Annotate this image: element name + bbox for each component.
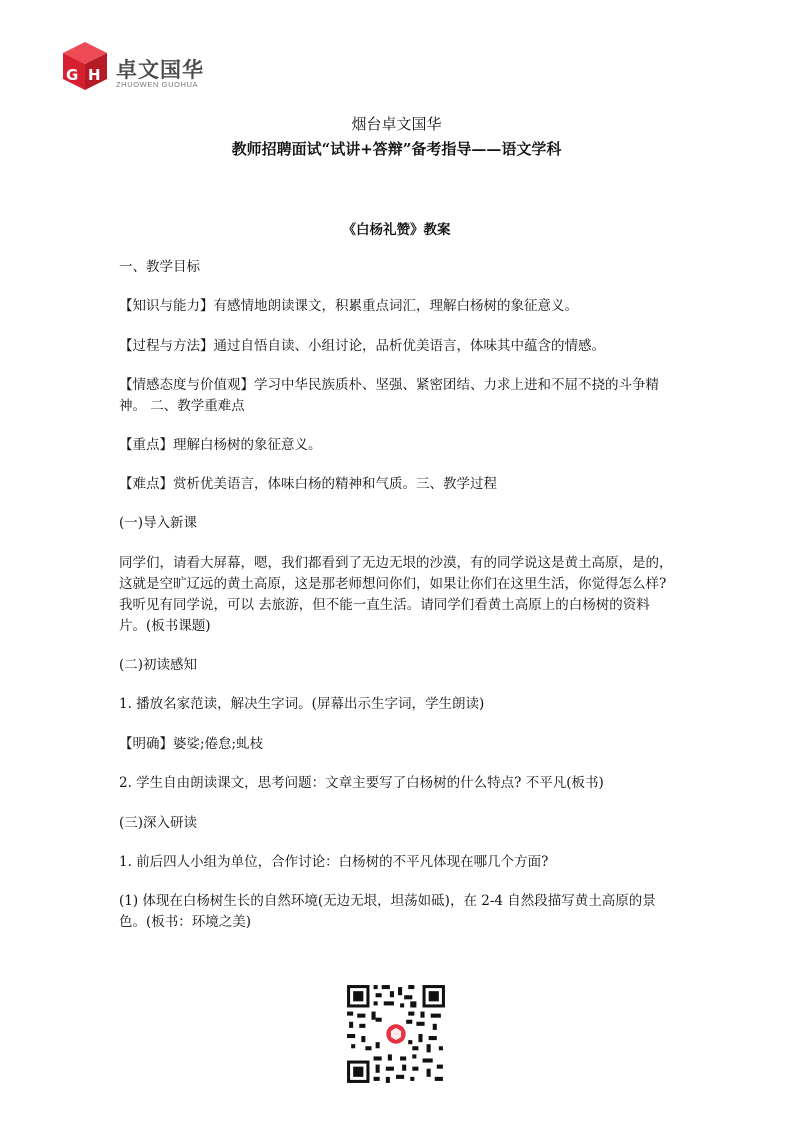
paragraph-intro: 同学们，请看大屏幕，嗯，我们都看到了无边无垠的沙漠，有的同学说这是黄土高原，是的，这就是空旷辽远的黄土高原，这是那老师想问你们，如果让你们在这里生活，你觉得怎么样?我听见有同学说，可以 去旅游，但不能一直生活。请同学们看黄土高原上的白杨树的资料片。(板书课题) — [119, 555, 673, 634]
paragraph-label: 【重点】 — [119, 437, 173, 453]
company-logo — [60, 40, 210, 100]
section-heading: (二)初读感知 — [119, 657, 198, 673]
paragraph-emotion: 【情感态度与价值观】学习中华民族质朴、坚强、紧密团结、力求上进和不屈不挠的斗争精神。 二、教学重难点 — [119, 377, 659, 414]
svg-text:H: H — [88, 66, 101, 84]
paragraph-process: 【过程与方法】通过自悟自读、小组讨论，品析优美语言，体味其中蕴含的情感。 — [119, 338, 605, 354]
svg-text:G: G — [66, 66, 79, 84]
paragraph-step: (1) 体现在白杨树生长的自然环境(无边无垠，坦荡如砥)，在 2-4 自然段描写黄土高原的景色。(板书：环境之美) — [119, 893, 656, 930]
header-title: 教师招聘面试“试讲+答辩”备考指导——语文学科 — [231, 140, 562, 158]
paragraph-label: 【难点】 — [119, 476, 173, 492]
section-heading: (三)深入研读 — [119, 815, 198, 831]
header-org: 烟台卓文国华 — [351, 115, 442, 133]
section-heading: 一、教学目标 — [119, 259, 200, 275]
logo-name: 卓文国华 — [116, 58, 204, 82]
paragraph-clarify: 【明确】婆娑;倦怠;虬枝 — [119, 736, 264, 752]
document-title: 《白杨礼赞》教案 — [342, 222, 451, 238]
logo-subtitle: ZHUOWEN GUOHUA — [116, 80, 199, 89]
paragraph-label: 【明确】 — [119, 736, 173, 752]
paragraph-difficulty: 【难点】赏析优美语言，体味白杨的精神和气质。三、教学过程 — [119, 476, 497, 492]
paragraph-key-point: 【重点】理解白杨树的象征意义。 — [119, 437, 322, 453]
section-heading: (一)导入新课 — [119, 515, 198, 531]
paragraph-label: 【知识与能力】 — [119, 298, 214, 314]
paragraph-step: 1. 播放名家范读，解决生字词。(屏幕出示生字词，学生朗读) — [119, 696, 485, 712]
paragraph-step: 2. 学生自由朗读课文，思考问题：文章主要写了白杨树的什么特点? 不平凡(板书) — [119, 775, 604, 791]
paragraph-knowledge: 【知识与能力】有感情地朗读课文，积累重点词汇，理解白杨树的象征意义。 — [119, 298, 578, 314]
logo-cube-icon — [60, 40, 110, 92]
paragraph-step: 1. 前后四人小组为单位，合作讨论：白杨树的不平凡体现在哪几个方面? — [119, 854, 549, 870]
qr-code[interactable] — [345, 983, 447, 1085]
paragraph-label: 【过程与方法】 — [119, 338, 214, 354]
paragraph-label: 【情感态度与价值观】 — [119, 377, 254, 393]
